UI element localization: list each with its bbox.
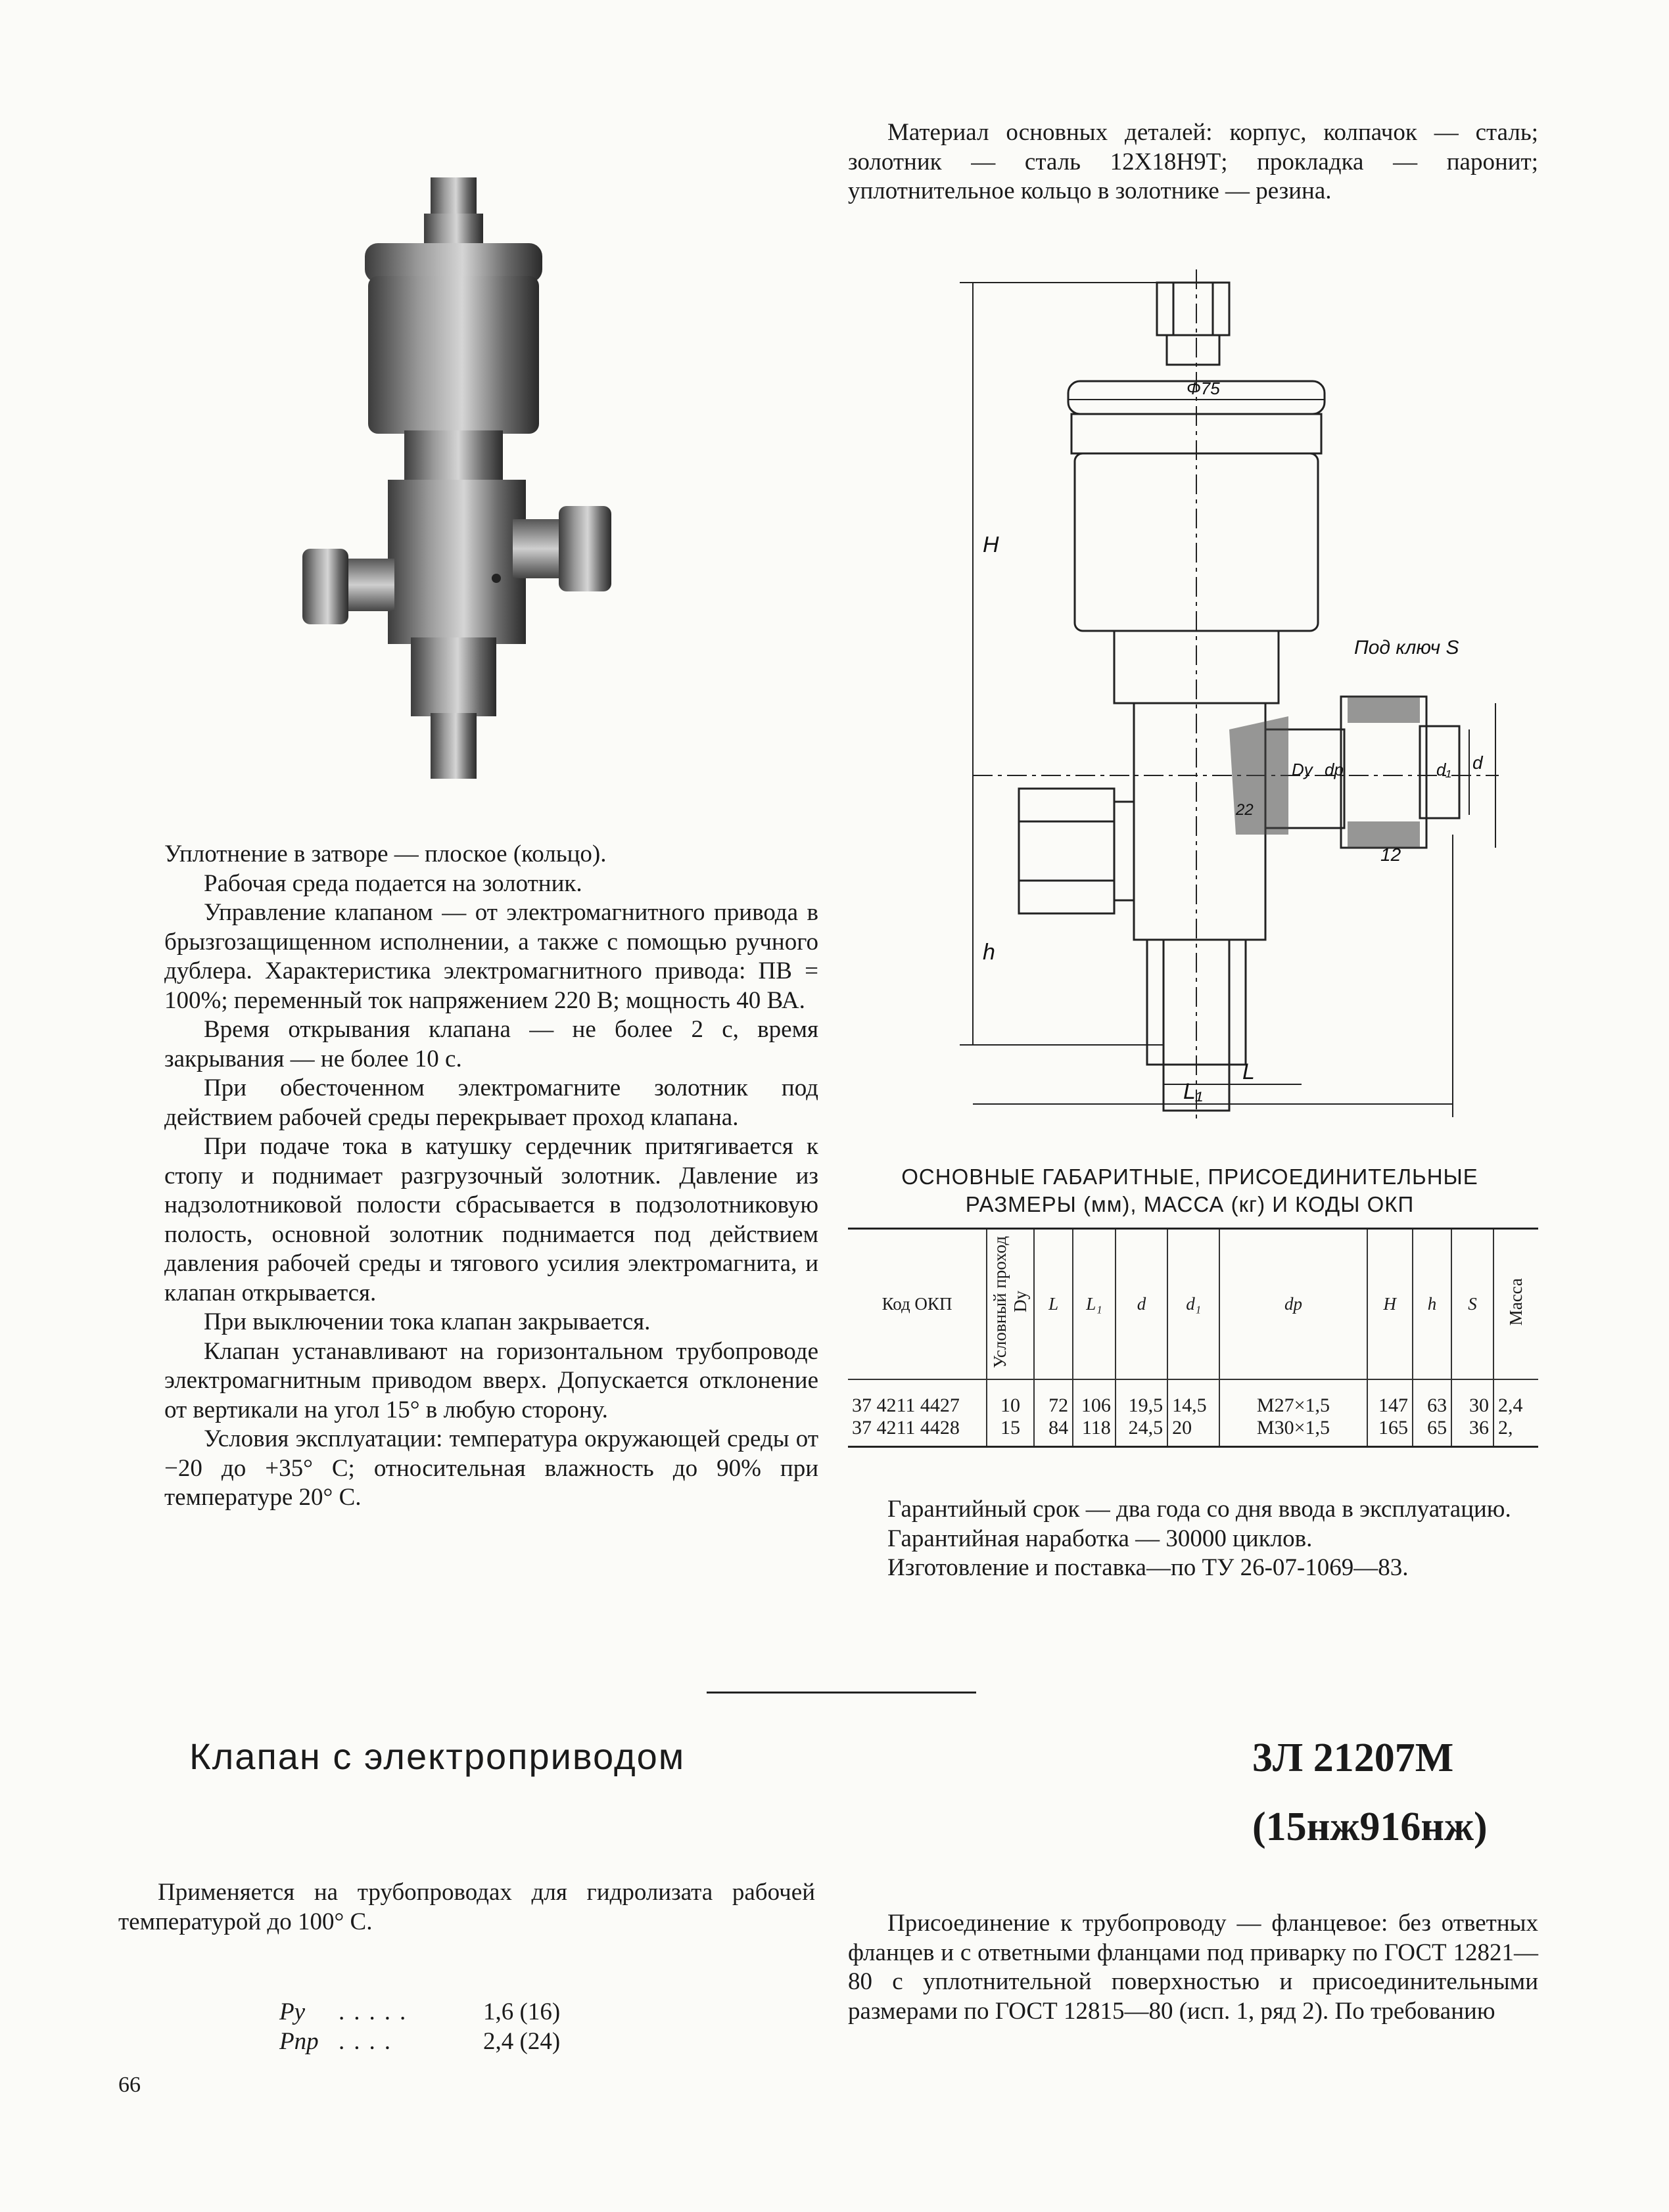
section-title: Клапан с электроприводом <box>189 1736 686 1777</box>
left-paragraph: Время открывания клапана — не более 2 с, время закрывания — не более 10 с. <box>164 1016 818 1072</box>
right-paragraph: Изготовление и поставка—по ТУ 26-07-1069—83. <box>887 1554 1409 1581</box>
table-caption-line1: ОСНОВНЫЕ ГАБАРИТНЫЕ, ПРИСОЕДИНИТЕЛЬНЫЕ <box>901 1164 1478 1189</box>
header-nominal-bore: Условный проход Dу <box>987 1229 1034 1380</box>
right-paragraph: Гарантийная наработка — 30000 циклов. <box>887 1525 1313 1552</box>
table-cell: 84 <box>1034 1417 1073 1447</box>
dp-label: dр <box>1325 760 1344 779</box>
table-cell: 24,5 <box>1116 1417 1167 1447</box>
left-paragraph: При выключении тока клапан закрывается. <box>204 1308 651 1335</box>
h-label: h <box>983 940 995 965</box>
table-cell: M30×1,5 <box>1219 1417 1367 1447</box>
H-label: H <box>983 532 999 557</box>
table-cell: 63 <box>1413 1379 1451 1417</box>
py-value: 1,6 (16) <box>483 1998 561 2025</box>
d1-label: d₁ <box>1436 760 1451 779</box>
left-paragraph: Условия эксплуатации: температура окружающей среды от −20 до +35° С; относительная влажность до 90% при температуре 20° С. <box>164 1425 818 1511</box>
header-H: H <box>1367 1229 1413 1380</box>
intro-text: Применяется на трубопроводах для гидролизата рабочей температурой до 100° С. <box>118 1879 815 1935</box>
header-S: S <box>1451 1229 1493 1380</box>
py-label: Pу <box>279 1998 306 2025</box>
L1-label: L₁ <box>1183 1079 1203 1104</box>
header-h: h <box>1413 1229 1451 1380</box>
table-cell: 15 <box>987 1417 1034 1447</box>
table-header-row <box>848 1229 1538 1380</box>
left-paragraph: Клапан устанавливают на горизонтальном трубопроводе электромагнитным приводом вверх. Допускается отклонение от вертикали на угол 15° в любую сторону. <box>164 1337 818 1423</box>
dim12-label: 12 <box>1380 844 1401 865</box>
table-cell: 2, <box>1493 1417 1538 1447</box>
connection-text: Присоединение к трубопроводу — фланцевое: без ответных фланцев и с ответными фланцами под приварку по ГОСТ 12821—80 с уплотнительной поверхностью и присоединительными размерами по ГОСТ 12815—80 (исп. 1, ряд 2). По требованию <box>848 1910 1538 2025</box>
right-paragraph: Гарантийный срок — два года со дня ввода в эксплуатацию. <box>887 1496 1511 1523</box>
table-cell: 65 <box>1413 1417 1451 1447</box>
intro-paragraph <box>118 1878 815 1937</box>
pressure-py: Pу ..... 1,6 (16) <box>279 1998 561 2025</box>
table-cell: 72 <box>1034 1379 1073 1417</box>
table-cell: 165 <box>1367 1417 1413 1447</box>
table-cell: 36 <box>1451 1417 1493 1447</box>
table-cell: 14,5 <box>1167 1379 1219 1417</box>
table-row <box>848 1417 1538 1447</box>
header-d: d <box>1116 1229 1167 1380</box>
L-label: L <box>1242 1059 1255 1084</box>
phi-label: Φ75 <box>1187 379 1220 398</box>
ppr-value: 2,4 (24) <box>483 2028 561 2055</box>
table-row <box>848 1379 1538 1417</box>
pressure-ppr: Pпр .... 2,4 (24) <box>279 2028 561 2055</box>
key-label: Под ключ S <box>1354 637 1459 658</box>
table-cell: 19,5 <box>1116 1379 1167 1417</box>
materials-paragraph <box>848 118 1538 206</box>
table-cell: 2,4 <box>1493 1379 1538 1417</box>
valve-photo <box>289 177 657 789</box>
materials-text: Материал основных деталей: корпус, колпачок — сталь; золотник — сталь 12Х18Н9Т; прокладка — паронит; уплотнительное кольцо в золотнике — резина. <box>848 119 1538 204</box>
left-paragraph: Уплотнение в затворе — плоское (кольцо). <box>164 841 607 867</box>
section-divider <box>707 1692 976 1694</box>
dimensions-table <box>848 1228 1538 1448</box>
table-cell: M27×1,5 <box>1219 1379 1367 1417</box>
left-paragraph: Рабочая среда подается на золотник. <box>204 869 582 897</box>
table-cell: 106 <box>1073 1379 1116 1417</box>
header-dp: dр <box>1219 1229 1367 1380</box>
header-L1: L₁ <box>1073 1229 1116 1380</box>
r22-label: 22 <box>1236 801 1254 819</box>
table-caption <box>848 1163 1532 1218</box>
page-number: 66 <box>118 2073 141 2097</box>
header-L: L <box>1034 1229 1073 1380</box>
left-paragraph: Управление клапаном — от электромагнитного привода в брызгозащищенном исполнении, а также с помощью ручного дублера. Характеристика электромагнитного привода: ПВ = 100%; переменный ток напряжением 220 В; мощность 40 ВА. <box>164 899 818 1014</box>
table-cell: 118 <box>1073 1417 1116 1447</box>
table-cell: 37 4211 4427 <box>852 1394 960 1416</box>
header-d1: d₁ <box>1167 1229 1219 1380</box>
table-cell: 37 4211 4428 <box>852 1417 960 1439</box>
product-code: 3Л 21207М <box>1252 1736 1454 1780</box>
right-column-text <box>848 1495 1538 1583</box>
product-code-alt: (15нж916нж) <box>1252 1805 1488 1849</box>
technical-drawing <box>947 269 1512 1124</box>
d-label: d <box>1472 752 1483 773</box>
header-okp-code: Код ОКП <box>848 1229 987 1380</box>
ppr-label: Pпр <box>279 2028 319 2055</box>
dy-label: Dу <box>1292 760 1313 779</box>
table-cell: 30 <box>1451 1379 1493 1417</box>
left-paragraph: При подаче тока в катушку сердечник притягивается к стопу и поднимает разгрузочный золотник. Давление из надзолотниковой полости сбрасывается в подзолотниковую полость, основной золотник поднимается под действием давления рабочей среды и тягового усилия электромагнита, и клапан открывается. <box>164 1133 818 1306</box>
left-paragraph: При обесточенном электромагните золотник под действием рабочей среды перекрывает проход клапана. <box>164 1074 818 1131</box>
table-caption-line2: РАЗМЕРЫ (мм), МАССА (кг) И КОДЫ ОКП <box>965 1192 1415 1216</box>
table-cell: 20 <box>1167 1417 1219 1447</box>
header-mass: Масса <box>1493 1229 1538 1380</box>
table-cell: 147 <box>1367 1379 1413 1417</box>
table-cell: 10 <box>987 1379 1034 1417</box>
connection-paragraph <box>848 1909 1538 2026</box>
left-column-text <box>164 840 818 1513</box>
